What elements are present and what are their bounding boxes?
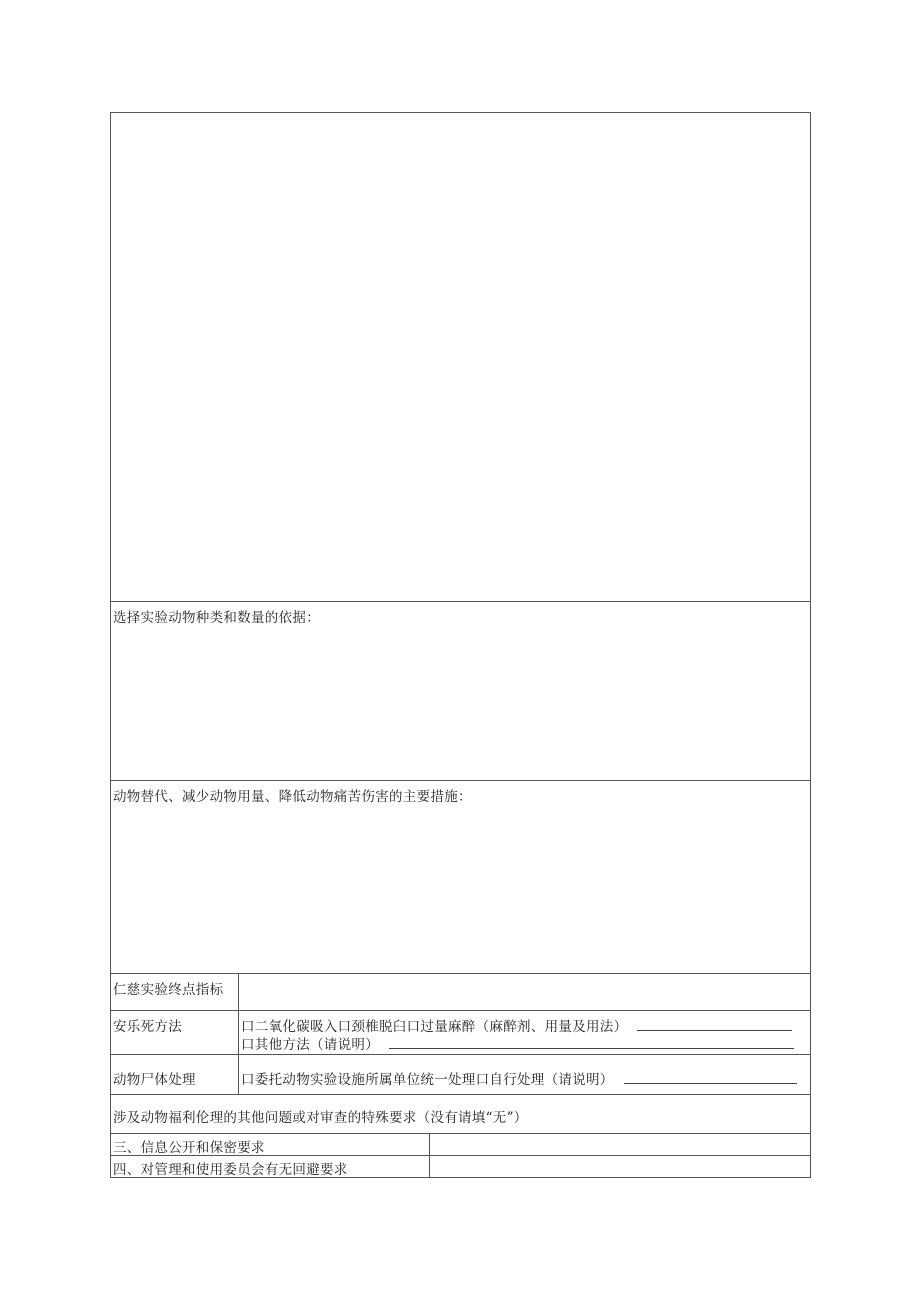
section3-field[interactable] [430, 1134, 810, 1155]
euthanasia-blank-2[interactable] [389, 1038, 794, 1049]
section4-field[interactable] [430, 1156, 810, 1177]
humane-endpoint-field[interactable] [239, 974, 810, 1010]
other-issues-label: 涉及动物福利伦理的其他问题或对审查的特殊要求（没有请填“无”） [113, 1110, 528, 1126]
carcass-row [111, 1055, 810, 1095]
humane-endpoint-row [111, 974, 810, 1011]
euthanasia-options-line2[interactable] [241, 1033, 794, 1053]
section3-row [111, 1134, 810, 1156]
euthanasia-blank-1[interactable] [637, 1020, 792, 1031]
species-basis-label: 选择实验动物种类和数量的依据： [113, 610, 320, 626]
other-issues-row[interactable] [111, 1095, 810, 1134]
carcass-blank[interactable] [624, 1073, 797, 1084]
euthanasia-label: 安乐死方法 [113, 1019, 182, 1035]
euthanasia-options-line1[interactable] [241, 1015, 792, 1035]
replacement-measures-row[interactable] [111, 781, 810, 974]
euthanasia-other-text: 口其他方法（请说明） [241, 1037, 379, 1053]
ethics-review-form [110, 112, 811, 1178]
blank-content-area[interactable] [111, 113, 810, 602]
humane-endpoint-label: 仁慈实验终点指标 [113, 982, 224, 998]
carcass-label: 动物尸体处理 [113, 1072, 196, 1088]
section4-row [111, 1156, 810, 1177]
euthanasia-options-text: 口二氧化碳吸入口颈椎脱臼口过量麻醉（麻醉剂、用量及用法） [241, 1019, 628, 1035]
carcass-options-line[interactable] [241, 1068, 797, 1088]
species-basis-row[interactable] [111, 602, 810, 781]
replacement-measures-label: 动物替代、减少动物用量、降低动物痛苦伤害的主要措施： [113, 789, 472, 805]
carcass-options-text: 口委托动物实验设施所属单位统一处理口自行处理（请说明） [241, 1072, 614, 1088]
section3-label: 三、信息公开和保密要求 [113, 1140, 265, 1156]
euthanasia-row [111, 1011, 810, 1055]
section4-label: 四、对管理和使用委员会有无回避要求 [113, 1162, 348, 1178]
